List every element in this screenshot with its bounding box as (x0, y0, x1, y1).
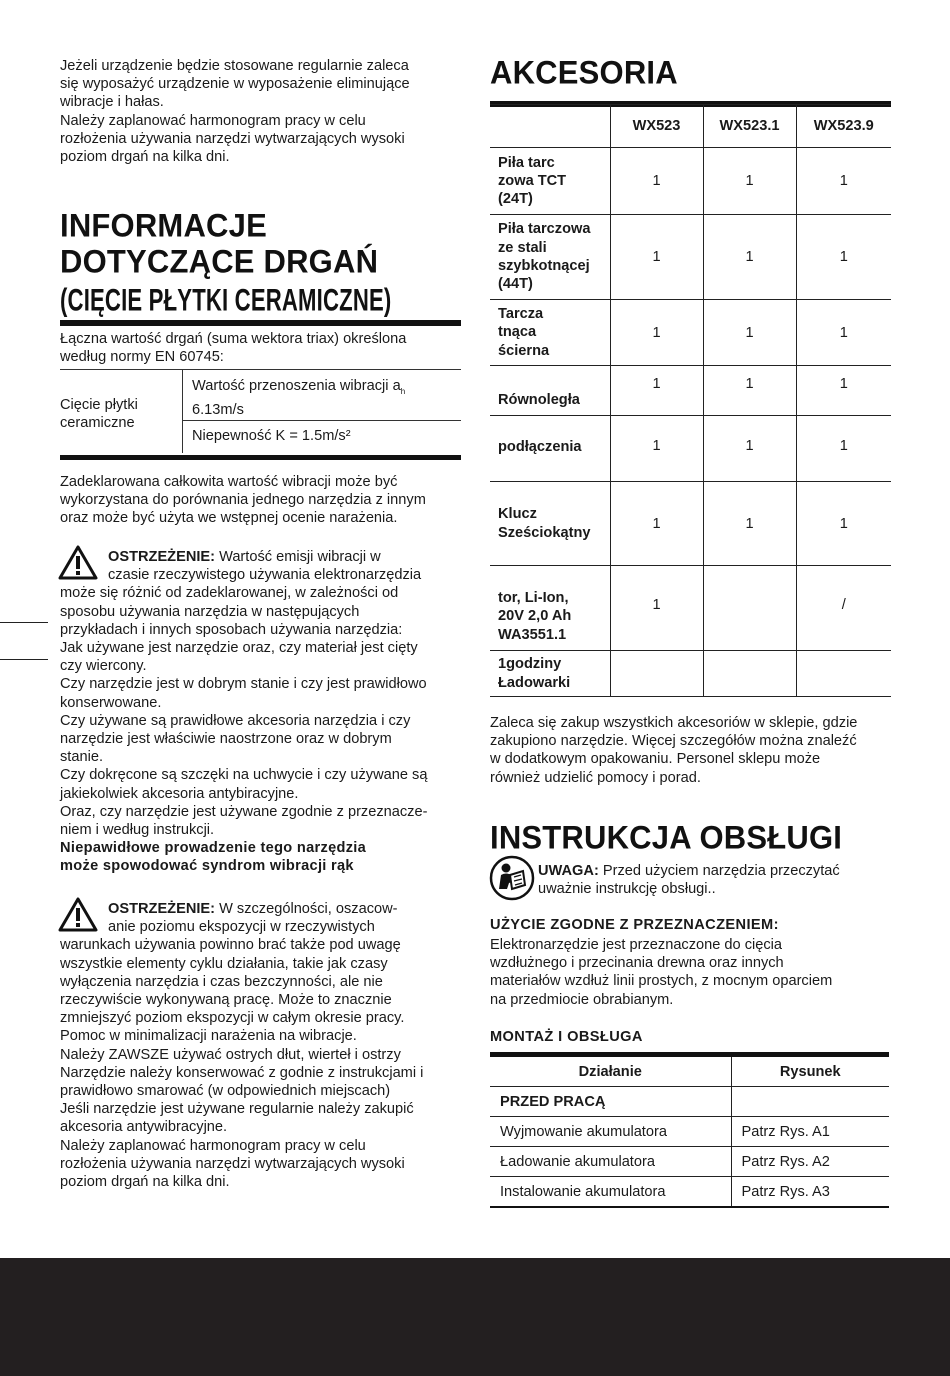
acc-qty: 1 (703, 482, 796, 566)
warning-1 (60, 548, 460, 876)
acc-qty: 1 (796, 366, 891, 416)
acc-qty: 1 (703, 215, 796, 300)
heading-rule (60, 320, 461, 326)
vib-label-line: ceramiczne (60, 415, 135, 432)
vibration-total-line: Łączna wartość drgań (suma wektora triax) określona (60, 331, 407, 347)
warning-1-first-text: Wartość emisji wibracji w (215, 549, 381, 565)
warning-1-line: sposobu używania narzędzia w następujących (60, 603, 360, 620)
warning-1-line: przykładach i innych sposobach używania narzędzia: (60, 621, 403, 638)
intro-line: wibracje i hałas. (60, 94, 164, 111)
acc-header-row (490, 105, 891, 148)
warning-2-title: OSTRZEŻENIE: (108, 901, 216, 917)
intended-use-heading: UŻYCIE ZGODNE Z PRZEZNACZENIEM: (490, 917, 779, 933)
acc-qty (703, 651, 796, 697)
acc-qty: 1 (610, 416, 703, 482)
read-manual-icon (489, 855, 535, 901)
warning-2-line: rozłożenia używania narzędzi wytwarzających wysoki (60, 1155, 405, 1172)
acc-qty: 1 (610, 482, 703, 566)
uwaga-note (538, 862, 898, 898)
vib-value-line2: 6.13m/s (192, 402, 244, 419)
op-section-row (490, 1087, 889, 1117)
op-row (490, 1177, 889, 1208)
use-line: Elektronarzędzie jest przeznaczone do cięcia (490, 937, 783, 953)
assembly-heading: MONTAŻ I OBSŁUGA (490, 1029, 643, 1045)
vib-divider-horizontal (182, 420, 461, 421)
warning-2 (60, 900, 460, 1191)
vibration-table (60, 370, 461, 453)
op-header-figure: Rysunek (731, 1057, 889, 1087)
op-section-empty (731, 1087, 889, 1117)
warning-1-line: Oraz, czy narzędzie jest używane zgodnie z przeznacze- (60, 803, 428, 820)
vib-value-sub: h (400, 386, 406, 396)
warning-2-line: Jeśli narzędzie jest używane regularnie należy zakupić (60, 1101, 414, 1118)
acc-qty: 1 (610, 366, 703, 416)
warning-1-line: Czy używane są prawidłowe akcesoria narzędzia i czy (60, 712, 411, 729)
vib-value-line (192, 377, 457, 401)
op-header-row (490, 1057, 889, 1087)
acc-item-line: Równoległa (498, 391, 580, 408)
acc-row (490, 148, 891, 215)
operation-table (490, 1057, 889, 1208)
acc-row (490, 215, 891, 300)
acc-item-line: 1godziny (498, 656, 562, 673)
acc-qty: 1 (610, 566, 703, 651)
op-action: Wyjmowanie akumulatora (490, 1117, 731, 1147)
warning-1-line: czasie rzeczywistego używania elektronarzędzia (108, 567, 422, 584)
acc-qty: 1 (703, 148, 796, 215)
acc-qty: 1 (703, 366, 796, 416)
acc-item-line: ścierna (498, 342, 550, 359)
acc-qty: 1 (796, 148, 891, 215)
acc-row (490, 366, 891, 416)
accessories-heading: AKCESORIA (490, 54, 678, 91)
warning-1-bold: Niepawidłowe prowadzenie tego narzędzia (60, 840, 367, 857)
op-row (490, 1147, 889, 1177)
acc-item-name (490, 300, 610, 366)
acc-qty: 1 (796, 482, 891, 566)
page-footer-band (0, 1258, 950, 1376)
acc-row (490, 416, 891, 482)
acc-row (490, 482, 891, 566)
warning-2-line: Należy ZAWSZE używać ostrych dłut, wierteł i ostrzy (60, 1046, 401, 1063)
acc-qty: 1 (796, 416, 891, 482)
acc-qty: 1 (610, 215, 703, 300)
acc-header-cell: WX523 (610, 105, 703, 148)
uwaga-line2: uważnie instrukcję obsługi.. (538, 881, 716, 898)
warning-2-line: zmniejszyć poziom ekspozycji w całym okresie pracy. (60, 1010, 405, 1027)
use-line: materiałów wzdłuż linii prostych, z mocnym oparciem (490, 973, 833, 990)
acc-note-line: zakupiono narzędzie. Więcej szczegółów można znaleźć (490, 733, 857, 750)
acc-qty: 1 (703, 300, 796, 366)
acc-item-line: szybkotnącej (498, 258, 590, 274)
acc-qty (796, 651, 891, 697)
acc-note-line: również udzielić pomocy i porad. (490, 769, 701, 786)
acc-item-line: Ładowarki (498, 674, 571, 691)
warning-2-first-text: W szczególności, oszacow- (215, 901, 398, 917)
acc-item-line: ze stali (498, 239, 547, 256)
warning-1-line: Czy dokręcone są szczęki na uchwycie i czy używane są (60, 767, 428, 784)
uwaga-title: UWAGA: (538, 863, 599, 879)
acc-item-line: WA3551.1 (498, 626, 567, 643)
intro-paragraph (60, 57, 460, 166)
acc-header-cell (490, 105, 610, 148)
vibration-heading-line1: INFORMACJE (60, 207, 267, 244)
op-figure: Patrz Rys. A1 (731, 1117, 889, 1147)
vibration-heading-line3: (CIĘCIE PŁYTKI CERAMICZNE) (60, 283, 392, 318)
intro-line: Należy zaplanować harmonogram pracy w celu (60, 112, 366, 129)
acc-qty: 1 (703, 416, 796, 482)
op-figure: Patrz Rys. A2 (731, 1147, 889, 1177)
acc-item-name (490, 148, 610, 215)
warning-2-line: wyłączenia narzędzia i czas bezczynności, ale nie (60, 973, 383, 990)
warning-2-line: prawidłowo smarować (w odpowiednich miejscach) (60, 1083, 391, 1100)
acc-row (490, 566, 891, 651)
warning-2-line: warunkach używania powinno brać także pod uwagę (60, 937, 401, 954)
warning-1-line: Czy narzędzie jest w dobrym stanie i czy jest prawidłowo (60, 676, 427, 693)
acc-row (490, 651, 891, 697)
acc-item-name (490, 651, 610, 697)
margin-mark (0, 659, 48, 660)
intro-line: Jeżeli urządzenie będzie stosowane regularnie zaleca (60, 58, 409, 74)
warning-1-first (60, 548, 460, 566)
acc-item-line: tor, Li-Ion, (498, 590, 569, 607)
vib-divider-vertical (182, 370, 183, 453)
op-figure: Patrz Rys. A3 (731, 1177, 889, 1208)
declared-line: oraz może być użyta we wstępnej ocenie narażenia. (60, 510, 398, 527)
intro-line: poziom drgań na kilka dni. (60, 149, 230, 166)
acc-item-line: zowa TCT (498, 172, 567, 189)
warning-1-bold: może spowodować syndrom wibracji rąk (60, 858, 354, 875)
warning-2-line: Pomoc w minimalizacji narażenia na wibracje. (60, 1028, 357, 1045)
warning-1-line: konserwowane. (60, 694, 162, 711)
accessories-note (490, 714, 895, 787)
op-action: Instalowanie akumulatora (490, 1177, 731, 1208)
op-row (490, 1117, 889, 1147)
declared-line: Zadeklarowana całkowita wartość wibracji może być (60, 474, 398, 490)
intro-line: się wyposażyć urządzenie w wyposażenie eliminujące (60, 76, 410, 93)
intended-use-text (490, 936, 890, 1009)
acc-note-line: Zaleca się zakup wszystkich akcesoriów w sklepie, gdzie (490, 715, 858, 731)
vib-table-bottom-rule (60, 455, 461, 460)
warning-2-line: rzeczywiście wykonywaną pracę. Może to znacznie (60, 992, 392, 1009)
acc-item-line: 20V 2,0 Ah (498, 608, 572, 625)
uwaga-text: Przed użyciem narzędzia przeczytać (598, 863, 840, 879)
warning-1-title: OSTRZEŻENIE: (108, 549, 216, 565)
vib-label (60, 396, 180, 432)
warning-2-line: wszystkie elementy cyklu działania, takie jak czasy (60, 955, 388, 972)
warning-1-line: niem i według instrukcji. (60, 822, 215, 839)
acc-note-line: w dodatkowym opakowaniu. Personel sklepu może (490, 751, 821, 768)
acc-item-line: Tarcza (498, 306, 544, 323)
warning-1-line: narzędzie jest właściwie naostrzone oraz w dobrym (60, 731, 392, 748)
vibration-total-line: według normy EN 60745: (60, 349, 224, 366)
intro-line: rozłożenia używania narzędzi wytwarzających wysoki (60, 130, 405, 147)
vibration-total-text (60, 330, 460, 366)
acc-qty: 1 (796, 300, 891, 366)
acc-item-name (490, 215, 610, 300)
acc-item-name (490, 566, 610, 651)
acc-qty: / (796, 566, 891, 651)
op-header-action: Działanie (490, 1057, 731, 1087)
margin-mark (0, 622, 48, 623)
acc-item-line: Sześciokątny (498, 524, 591, 541)
acc-item-name (490, 366, 610, 416)
use-line: na przedmiocie obrabianym. (490, 991, 674, 1008)
vib-label-line: Cięcie płytki (60, 397, 138, 413)
warning-1-line: Jak używane jest narzędzie oraz, czy materiał jest cięty (60, 640, 418, 657)
warning-2-first (60, 900, 460, 918)
declared-line: wykorzystana do porównania jednego narzędzia z innym (60, 492, 426, 509)
warning-2-line: Należy zaplanować harmonogram pracy w celu (60, 1137, 366, 1154)
warning-2-line: Narzędzie należy konserwować z godnie z instrukcjami i (60, 1064, 424, 1081)
warning-2-line: poziom drgań na kilka dni. (60, 1174, 230, 1191)
uwaga-line (538, 862, 898, 880)
acc-item-line: (24T) (498, 191, 533, 208)
acc-item-line: Piła tarc (498, 154, 555, 171)
warning-1-line: czy wiercony. (60, 658, 147, 675)
instructions-heading: INSTRUKCJA OBSŁUGI (490, 819, 843, 856)
acc-item-name (490, 482, 610, 566)
use-line: wzdłużnego i przecinania drewna oraz innych (490, 955, 784, 972)
acc-item-line: Piła tarczowa (498, 221, 591, 238)
acc-header-cell: WX523.1 (703, 105, 796, 148)
acc-row (490, 300, 891, 366)
accessories-table (490, 104, 891, 697)
warning-2-line: akcesoria antywibracyjne. (60, 1119, 228, 1136)
acc-qty: 1 (610, 148, 703, 215)
warning-2-line: anie poziomu ekspozycji w rzeczywistych (108, 919, 375, 936)
acc-item-line: (44T) (498, 276, 533, 293)
warning-1-line: stanie. (60, 749, 103, 766)
vib-uncertainty: Niepewność K = 1.5m/s² (192, 428, 351, 444)
vibration-heading-line2: DOTYCZĄCE DRGAŃ (60, 243, 379, 280)
vib-value-cell (192, 377, 457, 419)
acc-qty: 1 (796, 215, 891, 300)
op-action: Ładowanie akumulatora (490, 1147, 731, 1177)
acc-qty (610, 651, 703, 697)
vib-value-prefix: Wartość przenoszenia wibracji a (192, 378, 401, 394)
acc-item-line: podłączenia (498, 439, 582, 455)
acc-item-line: Klucz (498, 506, 537, 523)
op-section-label: PRZED PRACĄ (490, 1087, 731, 1117)
acc-item-name (490, 416, 610, 482)
warning-1-line: może się różnić od zadeklarowanej, w zależności od (60, 585, 399, 602)
warning-1-line: jakiekolwiek akcesoria antybiracyjne. (60, 785, 299, 802)
declared-paragraph (60, 473, 460, 528)
acc-header-cell: WX523.9 (796, 105, 891, 148)
acc-item-line: tnąca (498, 324, 537, 341)
acc-qty (703, 566, 796, 651)
acc-qty: 1 (610, 300, 703, 366)
